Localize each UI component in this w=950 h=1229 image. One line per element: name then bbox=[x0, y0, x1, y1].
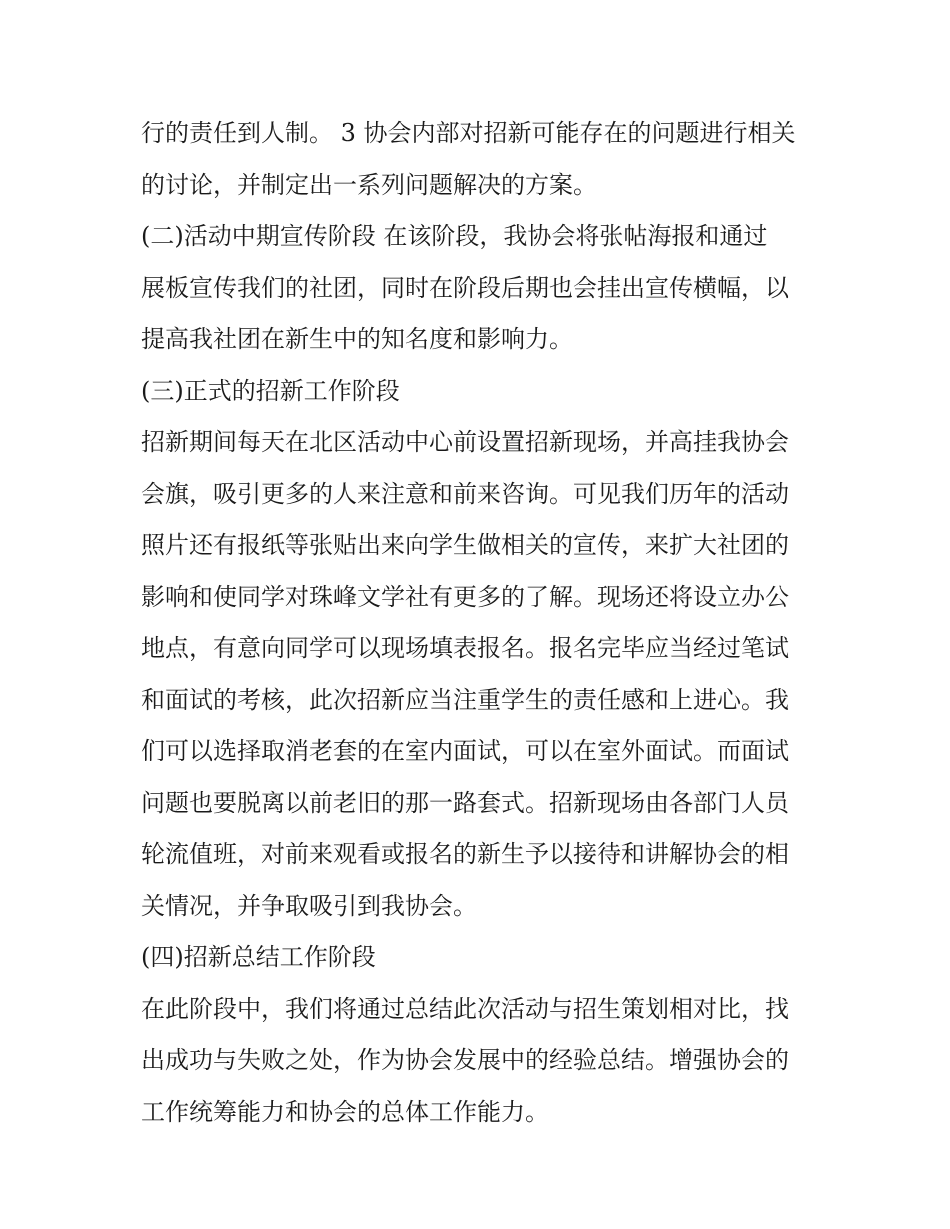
text-line: 和面试的考核，此次招新应当注重学生的责任感和上进心。我 bbox=[141, 685, 789, 714]
text-line: 照片还有报纸等张贴出来向学生做相关的宣传，来扩大社团的 bbox=[141, 531, 789, 559]
text-line: 们可以选择取消老套的在室内面试，可以在室外面试。而面试 bbox=[141, 737, 789, 765]
text-line: 影响和使同学对珠峰文学社有更多的了解。现场还将设立办公 bbox=[141, 582, 789, 611]
section-heading-2-line: (二)活动中期宣传阶段 在该阶段，我协会将张帖海报和通过 bbox=[141, 222, 768, 250]
text-line: 展板宣传我们的社团，同时在阶段后期也会挂出宣传横幅，以 bbox=[141, 273, 789, 302]
text-line: 招新期间每天在北区活动中心前设置招新现场，并高挂我协会 bbox=[141, 428, 789, 456]
text-line: 的讨论，并制定出一系列问题解决的方案。 bbox=[141, 170, 597, 199]
text-line: 工作统筹能力和协会的总体工作能力。 bbox=[141, 1097, 549, 1126]
text-line: 提高我社团在新生中的知名度和影响力。 bbox=[141, 325, 573, 353]
section-heading-3: (三)正式的招新工作阶段 bbox=[141, 376, 400, 405]
text-line: 地点，有意向同学可以现场填表报名。报名完毕应当经过笔试 bbox=[141, 634, 789, 662]
text-line: 出成功与失败之处，作为协会发展中的经验总结。增强协会的 bbox=[141, 1046, 789, 1074]
text-line: 会旗，吸引更多的人来注意和前来咨询。可见我们历年的活动 bbox=[141, 479, 789, 508]
text-line: 关情况，并争取吸引到我协会。 bbox=[141, 891, 477, 920]
section-heading-4: (四)招新总结工作阶段 bbox=[141, 943, 376, 971]
text-line: 轮流值班，对前来观看或报名的新生予以接待和讲解协会的相 bbox=[141, 840, 789, 868]
document-body bbox=[141, 108, 813, 1138]
text-line: 行的责任到人制。 3 协会内部对招新可能存在的问题进行相关 bbox=[141, 119, 796, 147]
text-line: 问题也要脱离以前老旧的那一路套式。招新现场由各部门人员 bbox=[141, 788, 789, 817]
text-line: 在此阶段中，我们将通过总结此次活动与招生策划相对比，找 bbox=[141, 994, 789, 1023]
